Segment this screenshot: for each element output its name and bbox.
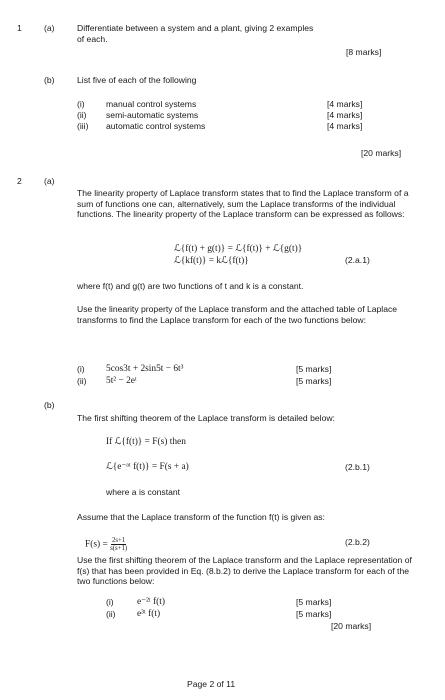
q1b-intro: List five of each of the following [77,75,197,85]
q2a-equation-number: (2.a.1) [345,255,370,265]
q2b-fs-denominator: s(s+1) [110,545,128,552]
q1b-item-num: (i) [77,99,85,109]
q1b-item-text: semi-automatic systems [106,110,199,120]
q2-total-marks: [20 marks] [331,621,372,631]
q2a-equation-scalar: ℒ{kf(t)} = kℒ{f(t)} [174,256,249,266]
q2b-equation-number-2: (2.b.2) [345,537,370,547]
q2a-paragraph-2: Use the linearity property of the Laplace transform and the attached table of Laplace transforms to find the Laplace transform for each of the two functions below: [77,304,398,325]
q2b-assume-text: Assume that the Laplace transform of the function f(t) is given as: [77,512,325,522]
page-number: Page 2 of 11 [187,679,236,689]
q2b-item-expr: e³ᵗ f(t) [137,609,161,619]
q2b-label: (b) [44,400,55,410]
q1b-item-text: manual control systems [106,99,197,109]
question-2-number: 2 [17,176,22,186]
q2b-fs-fraction [110,537,127,552]
q1a-text-line2: of each. [77,34,108,44]
q2b-item-marks: [5 marks] [296,609,332,619]
q1a-marks: [8 marks] [346,47,382,57]
q2b-item-marks: [5 marks] [296,597,332,607]
q2a-item-num: (ii) [77,376,87,386]
q1b-item-marks: [4 marks] [327,110,363,120]
q1b-item-marks: [4 marks] [327,99,363,109]
q1a-label: (a) [44,23,55,33]
q2b-item-num: (ii) [106,609,116,619]
q1b-item-marks: [4 marks] [327,121,363,131]
q2b-where-text: where a is constant [106,487,181,497]
q2a-item-expr: 5t² − 2eᵗ [106,376,137,386]
q2b-paragraph: Use the first shifting theorem of the Laplace transform and the Laplace representation of f(s) that has been provided in Eq. (8.b.2) to derive the Laplace transform for each of the two functions below: [77,555,412,586]
q2a-paragraph-1: The linearity property of Laplace transform states that to find the Laplace transform of a sum of functions one can, alternatively, sum the Laplace transforms of the individual functions. The linearity property of the Laplace transform can be expressed as follows: [77,188,409,219]
q2b-fs-equation [85,537,127,552]
q2a-equation-sum: ℒ{f(t) + g(t)} = ℒ{f(t)} + ℒ{g(t)} [174,244,303,254]
q2b-if-line: If ℒ{f(t)} = F(s) then [106,437,186,447]
q2b-fs-numerator: 2s+1 [111,537,126,544]
q2b-equation-number-1: (2.b.1) [345,462,370,472]
q1b-item-text: automatic control systems [106,121,206,131]
q2a-where-text: where f(t) and g(t) are two functions of t and k is a constant. [77,281,304,291]
q2a-item-marks: [5 marks] [296,364,332,374]
q1b-item-num: (iii) [77,121,89,131]
q1b-label: (b) [44,75,55,85]
question-1-number: 1 [17,23,22,33]
q2b-item-expr: e⁻²ᵗ f(t) [137,597,166,607]
q1b-item-num: (ii) [77,110,87,120]
q2b-item-num: (i) [106,597,114,607]
q2b-shift-equation: ℒ{e⁻ᵃᵗ f(t)} = F(s + a) [106,462,189,472]
q2b-intro: The first shifting theorem of the Laplace transform is detailed below: [77,413,335,423]
q1-total-marks: [20 marks] [361,148,402,158]
q2a-item-marks: [5 marks] [296,376,332,386]
q2a-item-expr: 5cos3t + 2sin5t − 6t³ [106,364,184,374]
q1a-text-line1: Differentiate between a system and a plant, giving 2 examples [77,23,314,33]
q2b-fs-lhs: F(s) = [85,539,108,550]
q2a-item-num: (i) [77,364,85,374]
q2a-label: (a) [44,176,55,186]
